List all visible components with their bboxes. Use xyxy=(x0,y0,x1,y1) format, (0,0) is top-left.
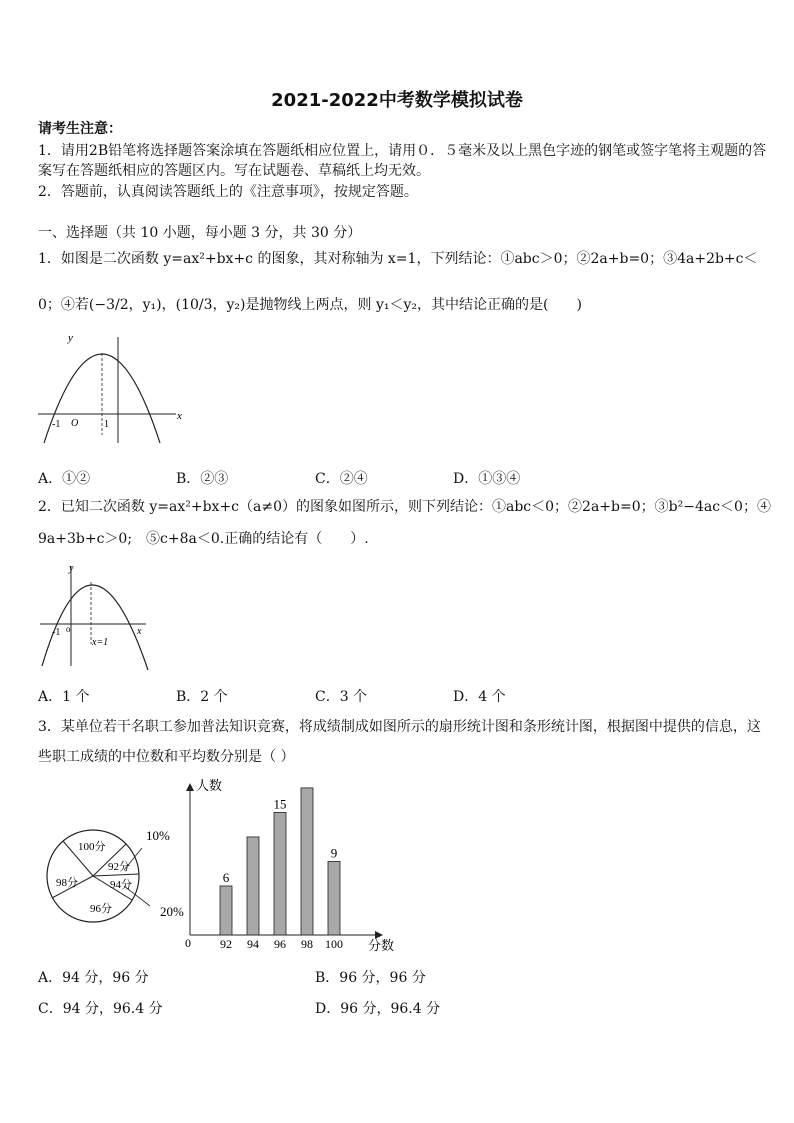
bar-92 xyxy=(220,886,232,935)
pie-label-96: 96分 xyxy=(90,903,112,915)
q1-option-b[interactable]: B．②③ xyxy=(176,471,229,487)
bar-y-axis-label: 人数 xyxy=(196,778,223,793)
q2-x-label: x xyxy=(137,626,142,637)
q2-option-d[interactable]: D．4 个 xyxy=(453,689,506,705)
q3-text-line1: 3．某单位若干名职工参加普法知识竞赛，将成绩制成如图所示的扇形统计图和条形统计图，根据图中提供的信息，这 xyxy=(38,719,761,735)
bar-value-label-100: 9 xyxy=(330,845,338,861)
q3-option-c[interactable]: C．94 分，96.4 分 xyxy=(38,1001,163,1017)
bar-tick-94: 94 xyxy=(247,937,259,951)
notice-line-1b: 案写在答题纸相应的答题区内。写在试题卷、草稿纸上均无效。 xyxy=(38,163,430,179)
notice-heading: 请考生注意： xyxy=(38,121,122,137)
bar-origin-label: 0 xyxy=(185,936,191,950)
pie-label-94: 94分 xyxy=(110,879,132,891)
q1-text-line1: 1．如图是二次函数 y=ax²+bx+c 的图象，其对称轴为 x=1，下列结论：①abc＞0；②2a+b=0；③4a+2b+c＜ xyxy=(38,251,758,267)
bar-y-arrow xyxy=(186,783,194,791)
q1-parabola-graph xyxy=(36,335,186,445)
q3-text-line2: 些职工成绩的中位数和平均数分别是（ ） xyxy=(38,749,295,765)
q2-neg1-label: -1 xyxy=(52,627,61,638)
q1-option-c[interactable]: C．②④ xyxy=(315,471,368,487)
section-heading: 一、选择题（共 10 小题，每小题 3 分，共 30 分） xyxy=(38,225,362,241)
q1-x-label: x xyxy=(177,410,182,422)
q2-option-a[interactable]: A．1 个 xyxy=(38,689,90,705)
q2-axis-label: x=1 xyxy=(92,637,109,648)
pie-pct-20: 20% xyxy=(160,904,184,919)
q2-parabola-graph xyxy=(36,562,156,672)
pie-label-100: 100分 xyxy=(78,841,106,853)
q2-option-b[interactable]: B．2 个 xyxy=(176,689,228,705)
bar-value-label-96: 15 xyxy=(273,796,287,812)
q3-bar-chart xyxy=(180,775,410,955)
bar-x-axis-label: 分数 xyxy=(368,938,395,953)
q1-option-a[interactable]: A．①② xyxy=(38,471,91,487)
q3-option-b[interactable]: B．96 分，96 分 xyxy=(315,970,426,986)
notice-line-2: 2．答题前，认真阅读答题纸上的《注意事项》，按规定答题。 xyxy=(38,184,418,200)
pie-label-98: 98分 xyxy=(56,877,78,889)
bar-96 xyxy=(274,812,286,935)
pie-pct-10: 10% xyxy=(146,828,170,843)
page-title: 2021-2022中考数学模拟试卷 xyxy=(271,90,523,111)
bar-tick-92: 92 xyxy=(220,937,232,951)
q2-text-line2: 9a+3b+c＞0; ⑤c+8a＜0.正确的结论有（ ）. xyxy=(38,531,369,547)
bar-tick-98: 98 xyxy=(301,937,313,951)
pie-label-92: 92分 xyxy=(108,861,130,873)
q3-pie-chart xyxy=(38,820,198,930)
q1-y-label: y xyxy=(68,335,73,344)
bar-tick-96: 96 xyxy=(274,937,286,951)
q1-one-label: 1 xyxy=(104,419,109,430)
q2-option-c[interactable]: C．3 个 xyxy=(315,689,368,705)
bar-98 xyxy=(301,788,313,935)
q1-option-d[interactable]: D．①③④ xyxy=(453,471,521,487)
q1-neg1-label: -1 xyxy=(52,419,61,430)
q3-option-a[interactable]: A．94 分，96 分 xyxy=(38,970,149,986)
notice-line-1a: 1．请用2B铅笔将选择题答案涂填在答题纸相应位置上，请用０．５毫米及以上黑色字迹的钢笔或签字笔将主观题的答 xyxy=(38,143,767,159)
q1-text-line2: 0；④若(−3/2，y₁)，(10/3，y₂)是抛物线上两点，则 y₁＜y₂，其中结论正确的是( ) xyxy=(38,297,582,313)
bar-94 xyxy=(247,837,259,935)
q2-origin-label: o xyxy=(66,624,71,634)
q2-text-line1: 2．已知二次函数 y=ax²+bx+c（a≠0）的图象如图所示，则下列结论：①abc＜0；②2a+b=0；③b²−4ac＜0；④ xyxy=(38,499,771,515)
q3-option-d[interactable]: D．96 分，96.4 分 xyxy=(315,1001,441,1017)
q1-origin-label: O xyxy=(71,418,79,429)
q2-y-label: y xyxy=(69,563,74,574)
bar-tick-100: 100 xyxy=(325,937,343,951)
bar-value-label-92: 6 xyxy=(222,869,230,885)
bar-100 xyxy=(328,861,340,935)
